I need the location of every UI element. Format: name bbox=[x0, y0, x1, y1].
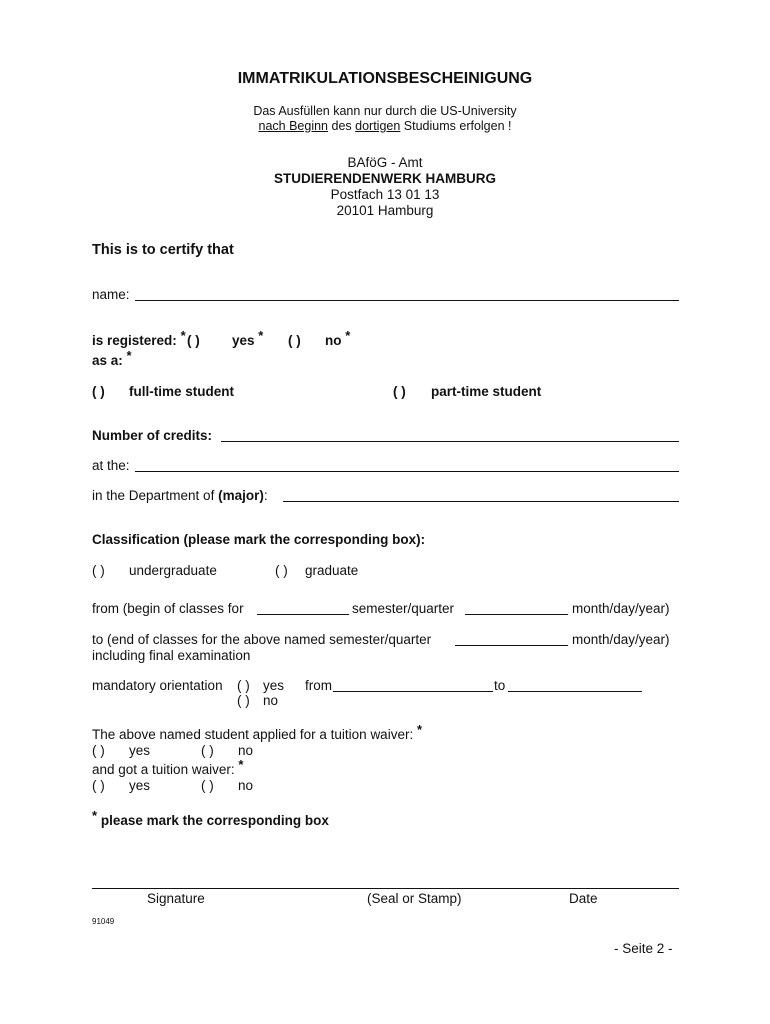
as-a-label: as a: bbox=[92, 353, 123, 368]
asterisk: * bbox=[258, 328, 264, 343]
parttime-label: part-time student bbox=[431, 384, 542, 399]
applied-no-label: no bbox=[238, 743, 254, 758]
parttime-box[interactable]: ( ) bbox=[393, 384, 406, 399]
registered-no-box[interactable]: ( ) bbox=[288, 333, 301, 348]
note-underlined-1: nach Beginn bbox=[258, 119, 329, 133]
grad-box[interactable]: ( ) bbox=[275, 563, 288, 578]
orientation-to-field[interactable] bbox=[508, 691, 642, 692]
fulltime-label: full-time student bbox=[129, 384, 234, 399]
undergrad-box[interactable]: ( ) bbox=[92, 563, 105, 578]
from-date-label: month/day/year) bbox=[572, 601, 670, 616]
name-field[interactable] bbox=[135, 300, 679, 301]
registered-no-option bbox=[325, 328, 351, 348]
fulltime-box[interactable]: ( ) bbox=[92, 384, 105, 399]
got-yes-label: yes bbox=[129, 778, 151, 793]
asterisk: * bbox=[416, 722, 423, 737]
page-title: IMMATRIKULATIONSBESCHEINIGUNG bbox=[237, 70, 533, 87]
final-exam-note: including final examination bbox=[92, 648, 251, 663]
asterisk: * bbox=[92, 808, 98, 823]
from-label: from (begin of classes for bbox=[92, 601, 244, 616]
got-no-box[interactable]: ( ) bbox=[201, 778, 214, 793]
instruction-note-line2 bbox=[0, 119, 770, 133]
registered-yes-option bbox=[232, 328, 264, 348]
department-label bbox=[92, 488, 268, 503]
date-label: Date bbox=[569, 891, 598, 906]
orientation-yes-label: yes bbox=[263, 678, 285, 693]
orientation-no-box[interactable]: ( ) bbox=[237, 693, 250, 708]
registered-no-label: no bbox=[325, 333, 342, 348]
got-no-label: no bbox=[238, 778, 254, 793]
asterisk: * bbox=[126, 348, 132, 363]
orientation-from-field[interactable] bbox=[333, 691, 493, 692]
applied-yes-box[interactable]: ( ) bbox=[92, 743, 105, 758]
tuition-applied-row bbox=[92, 722, 423, 742]
to-date-field[interactable] bbox=[455, 645, 568, 646]
address-line3: Postfach 13 01 13 bbox=[330, 187, 440, 202]
form-number: 91049 bbox=[92, 917, 115, 926]
page-number: - Seite 2 - bbox=[614, 941, 673, 956]
got-yes-box[interactable]: ( ) bbox=[92, 778, 105, 793]
from-semester-label: semester/quarter bbox=[352, 601, 455, 616]
registered-yes-box[interactable]: ( ) bbox=[187, 333, 200, 348]
major-text: (major) bbox=[218, 488, 264, 503]
grad-label: graduate bbox=[305, 563, 359, 578]
to-label: to (end of classes for the above named semester/quarter bbox=[92, 632, 432, 647]
tuition-got-label: and got a tuition waiver: bbox=[92, 762, 235, 777]
asterisk: * bbox=[238, 757, 244, 772]
credits-field[interactable] bbox=[221, 441, 679, 442]
orientation-from-label: from bbox=[305, 678, 332, 693]
asterisk: * bbox=[180, 328, 186, 343]
applied-no-box[interactable]: ( ) bbox=[201, 743, 214, 758]
note-underlined-2: dortigen bbox=[355, 119, 401, 133]
address-line4: 20101 Hamburg bbox=[336, 203, 434, 218]
footnote-text: please mark the corresponding box bbox=[100, 813, 329, 828]
tuition-applied-label: The above named student applied for a tuition waiver: bbox=[92, 727, 414, 742]
registered-yes-label: yes bbox=[232, 333, 255, 348]
name-label: name: bbox=[92, 287, 130, 302]
applied-yes-label: yes bbox=[129, 743, 151, 758]
asterisk: * bbox=[345, 328, 351, 343]
from-semester-field[interactable] bbox=[257, 614, 349, 615]
registered-row bbox=[92, 328, 186, 348]
certify-heading: This is to certify that bbox=[92, 242, 234, 258]
credits-label: Number of credits: bbox=[92, 428, 213, 443]
signature-label: Signature bbox=[147, 891, 205, 906]
as-a-row bbox=[92, 348, 132, 368]
at-label: at the: bbox=[92, 458, 130, 473]
address-line1: BAföG - Amt bbox=[347, 155, 423, 170]
orientation-label: mandatory orientation bbox=[92, 678, 223, 693]
address-line2: STUDIERENDENWERK HAMBURG bbox=[274, 171, 496, 186]
signature-line[interactable] bbox=[92, 888, 679, 889]
institution-field[interactable] bbox=[135, 471, 679, 472]
note-text-2: des bbox=[328, 119, 356, 133]
department-field[interactable] bbox=[283, 501, 679, 502]
orientation-no-label: no bbox=[263, 693, 279, 708]
seal-label: (Seal or Stamp) bbox=[367, 891, 462, 906]
note-text-4: Studiums erfolgen ! bbox=[400, 119, 512, 133]
classification-heading: Classification (please mark the corresponding box): bbox=[92, 532, 426, 547]
from-date-field[interactable] bbox=[465, 614, 568, 615]
department-text: in the Department of bbox=[92, 488, 219, 503]
tuition-got-row bbox=[92, 757, 244, 777]
orientation-yes-box[interactable]: ( ) bbox=[237, 678, 250, 693]
department-colon: : bbox=[263, 488, 268, 503]
instruction-note-line1: Das Ausfüllen kann nur durch die US-University bbox=[253, 104, 517, 118]
footnote bbox=[92, 808, 329, 828]
to-date-label: month/day/year) bbox=[572, 632, 670, 647]
orientation-to-label: to bbox=[494, 678, 506, 693]
registered-label: is registered: bbox=[92, 333, 177, 348]
undergrad-label: undergraduate bbox=[129, 563, 217, 578]
